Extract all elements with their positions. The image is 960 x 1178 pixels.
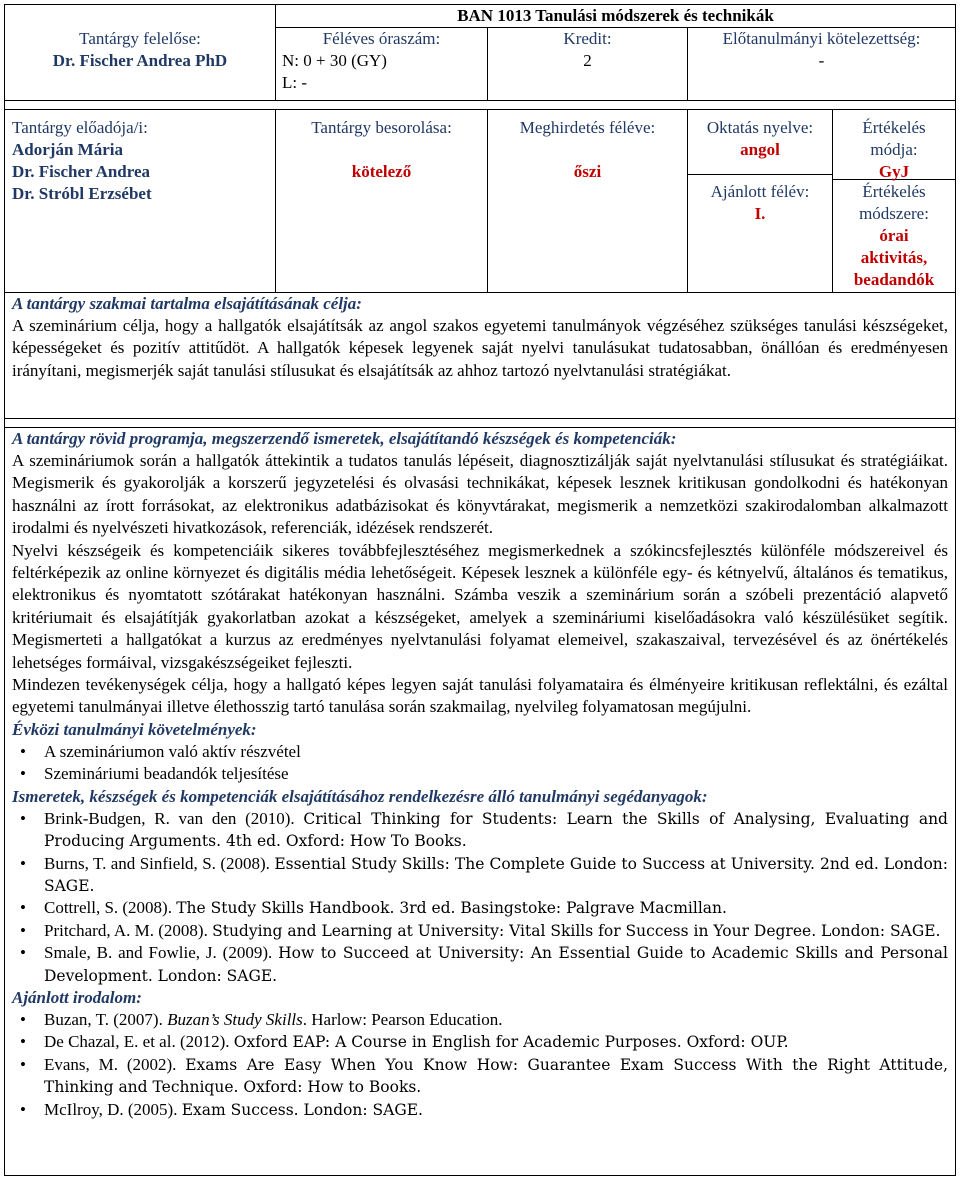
eval-mode-label-2: módja: — [870, 140, 918, 159]
responsible-label: Tantárgy felelőse: — [79, 29, 201, 48]
language-label: Oktatás nyelve: — [706, 118, 814, 137]
table-border-left — [4, 4, 5, 1176]
table-border-bottom — [4, 1175, 956, 1176]
reference-title: Essential Study Skills: The Complete Guide to Success at University. 2nd ed. London: SAGE. — [44, 854, 948, 895]
list-item: • De Chazal, E. et al. (2012). Oxford EAP: A Course in English for Academic Purposes. Oxford: OUP. — [20, 1032, 789, 1052]
divider — [4, 100, 956, 101]
course-title: BAN 1013 Tanulási módszerek és technikák — [457, 6, 774, 25]
materials-heading: Ismeretek, készségek és kompetenciák elsajátításához rendelkezésre álló tanulmányi segédanyagok: — [12, 786, 708, 806]
reference-author: Burns, T. and Sinfield, S. (2008). — [44, 853, 275, 873]
reference-title: The Study Skills Handbook. 3rd ed. Basingstoke: Palgrave Macmillan. — [176, 899, 727, 918]
recommended-semester-value: I. — [754, 204, 766, 223]
list-item: • Buzan, T. (2007). Buzan’s Study Skills. Harlow: Pearson Education. — [20, 1009, 503, 1029]
program-paragraph: Mindezen tevékenységek célja, hogy a hallgató képes legyen saját tanulási folyamataira és élményeire kritikusan reflektálni, és ezáltal egyetemi tanulmányai illetve élethosszig tartó tanulása során szakmailag, nyelvileg folyamatosan megújulni. — [12, 675, 948, 717]
reference-title: How to Succeed at University: An Essential Guide to Academic Skills and Personal Development. London: SAGE. — [44, 944, 948, 985]
list-item: • A szemináriumon való aktív részvétel — [20, 741, 301, 761]
reference-author: McIlroy, D. (2005). — [44, 1099, 182, 1119]
semester-label: Meghirdetés féléve: — [519, 118, 656, 137]
list-item-text: A szemináriumon való aktív részvétel — [44, 741, 301, 761]
requirements-list — [12, 741, 948, 786]
list-item: • Brink-Budgen, R. van den (2010). Critical Thinking for Students: Learn the Skills of Analysing, Evaluating and Producing Arguments. 4th ed. Oxford: How To Books. — [20, 808, 948, 851]
reference-author: De Chazal, E. et al. (2012). — [44, 1032, 234, 1052]
goal-text: A szeminárium célja, hogy a hallgatók elsajátítsák az angol szakos egyetemi tanulmányok végzéséhez szükséges tanulási készségeket, képességeket és pozitív attitűdöt. A hallgatók képesek legyenek saját nyelvi tanulásukat tudatosabban, önállóan és eredményesen irányítani, megismerjék saját tanulási stílusukat és elsajátítsák az ahhoz tartozó nyelvtanulási stratégiákat. — [12, 316, 948, 380]
classification-label: Tantárgy besorolása: — [311, 118, 452, 137]
list-item-text: Szemináriumi beadandók teljesítése — [44, 764, 289, 784]
responsible-name: Dr. Fischer Andrea PhD — [52, 51, 228, 70]
language-value: angol — [740, 140, 780, 159]
prereq-label: Előtanulmányi kötelezettség: — [722, 29, 921, 48]
goal-section — [12, 293, 948, 382]
eval-method-cell — [833, 181, 955, 291]
divider — [4, 418, 956, 419]
list-item: • Evans, M. (2002). Exams Are Easy When You Know How: Guarantee Exam Success With the Right Attitude, Thinking and Technique. Oxford: How to Books. — [20, 1054, 948, 1097]
semester-cell — [488, 117, 687, 183]
recommended-semester-label: Ajánlott félév: — [710, 182, 810, 201]
prereq-cell — [688, 28, 955, 72]
reference-author: Cottrell, S. (2008). — [44, 898, 177, 918]
eval-method-label-2: módszere: — [859, 204, 929, 223]
hours-cell — [276, 28, 487, 94]
hours-label: Féléves óraszám: — [322, 29, 441, 48]
classification-value: kötelező — [351, 162, 412, 181]
reference-author: Brink-Budgen, R. van den (2010). — [44, 808, 304, 828]
list-item: • Burns, T. and Sinfield, S. (2008). Essential Study Skills: The Complete Guide to Success at University. 2nd ed. London: SAGE. — [20, 853, 948, 895]
reference-publisher: . Harlow: Pearson Education. — [302, 1009, 503, 1029]
reference-author: Evans, M. (2002). — [44, 1054, 186, 1074]
semester-value: őszi — [573, 162, 602, 181]
list-item: • Pritchard, A. M. (2008). Studying and Learning at University: Vital Skills for Success in Your Degree. London: SAGE. — [20, 920, 941, 940]
language-cell — [688, 117, 832, 161]
requirements-heading: Évközi tanulmányi követelmények: — [12, 719, 257, 739]
hours-value — [276, 50, 487, 94]
lecturers-cell — [12, 117, 274, 205]
reference-author: Buzan, T. (2007). — [44, 1009, 168, 1029]
reference-title: Studying and Learning at University: Vital Skills for Success in Your Degree. London: SAGE. — [212, 921, 941, 940]
reference-title: Buzan’s Study Skills — [167, 1009, 303, 1029]
eval-mode-value: GyJ — [878, 162, 910, 181]
classification-cell — [276, 117, 487, 183]
hours-value-n: N: 0 + 30 (GY) — [282, 51, 387, 70]
program-paragraph: Nyelvi készségeik és kompetenciáik sikeres továbbfejlesztéséhez megismerkednek a szókincsfejlesztés különféle módszereivel és feltérképezik az online környezet és digitális média lehetőségeit. Képesek lesznek a különféle egy- és kétnyelvű, általános és tematikus, elektronikus és nyomtatott szótárakat hatékonyan használni. Számba veszik a szeminárium során a szóbeli prezentáció alapvető kritériumait és elsajátítják gyakorlatban azokat a készségeket, amelyek a szemináriumi kiselőadásokra való készülésüket segítik. Megismerteti a hallgatókat a kurzus az eredményes nyelvtanulási folyamat elemeivel, szakaszaival, tervezésével és az önértékelés lehetséges formáival, vizsgakészségeiket fejleszti. — [12, 540, 948, 672]
program-heading: A tantárgy rövid programja, megszerzendő ismeretek, elsajátítandó készségek és kompetenciák: — [12, 429, 677, 448]
divider — [687, 174, 832, 175]
credit-cell — [488, 28, 687, 72]
recommended-semester-cell — [688, 181, 832, 225]
eval-method-label: Értékelés — [862, 182, 926, 201]
reference-title: Exam Success. London: SAGE. — [181, 1100, 423, 1119]
hours-value-l: L: - — [282, 73, 308, 92]
eval-method-value: aktivitás, — [860, 248, 928, 267]
materials-list — [12, 808, 948, 987]
eval-mode-label: Értékelés — [862, 118, 926, 137]
reference-title: Oxford EAP: A Course in English for Academic Purposes. Oxford: OUP. — [233, 1033, 789, 1052]
lecturer-name: Adorján Mária — [12, 140, 123, 159]
reference-title: Critical Thinking for Students: Learn the Skills of Analysing, Evaluating and Producing Arguments. 4th ed. Oxford: How To Books. — [44, 809, 948, 851]
responsible-cell — [5, 28, 275, 72]
recommended-heading: Ajánlott irodalom: — [12, 987, 142, 1007]
goal-heading: A tantárgy szakmai tartalma elsajátításának célja: — [12, 294, 362, 313]
credit-label: Kredit: — [563, 29, 612, 48]
list-item: • Smale, B. and Fowlie, J. (2009). How to Succeed at University: An Essential Guide to Academic Skills and Personal Development. London: SAGE. — [20, 943, 948, 985]
reference-author: Pritchard, A. M. (2008). — [44, 920, 213, 940]
program-paragraph: A szemináriumok során a hallgatók áttekintik a tudatos tanulás lépéseit, diagnosztizálják saját nyelvtanulási stílusukat és stratégiáikat. Megismerik és gyakorolják a korszerű jegyzetelési és olvasási technikákat, képesek lesznek kritikusan gondolkodni és hatékonyan használni az írott forrásokat, az elektronikus adatbázisokat és könyvtárakat, megismerik a nemzetközi szakirodalomban alkalmazott irodalmi és nyelvészeti hivatkozások, referenciák, idézések rendszerét. — [12, 451, 948, 538]
prereq-value: - — [818, 51, 825, 70]
lecturer-name: Dr. Stróbl Erzsébet — [12, 184, 152, 203]
list-item: • Szemináriumi beadandók teljesítése — [20, 764, 289, 784]
recommended-list — [12, 1009, 948, 1121]
list-item: • Cottrell, S. (2008). The Study Skills Handbook. 3rd ed. Basingstoke: Palgrave Macmillan. — [20, 898, 727, 918]
credit-value: 2 — [583, 51, 592, 70]
reference-title: Exams Are Easy When You Know How: Guarantee Exam Success With the Right Attitude, Thinking and Technique. Oxford: How to Books. — [44, 1055, 948, 1097]
lecturer-name: Dr. Fischer Andrea — [12, 162, 151, 181]
eval-method-value: órai — [879, 226, 909, 245]
eval-mode-cell — [833, 117, 955, 183]
list-item: • McIlroy, D. (2005). Exam Success. London: SAGE. — [20, 1099, 423, 1119]
divider — [4, 109, 956, 110]
lecturers-label: Tantárgy előadója/i: — [12, 118, 148, 137]
reference-author: Smale, B. and Fowlie, J. (2009). — [44, 943, 279, 963]
program-section — [12, 428, 948, 1121]
eval-method-value: beadandók — [853, 270, 935, 289]
